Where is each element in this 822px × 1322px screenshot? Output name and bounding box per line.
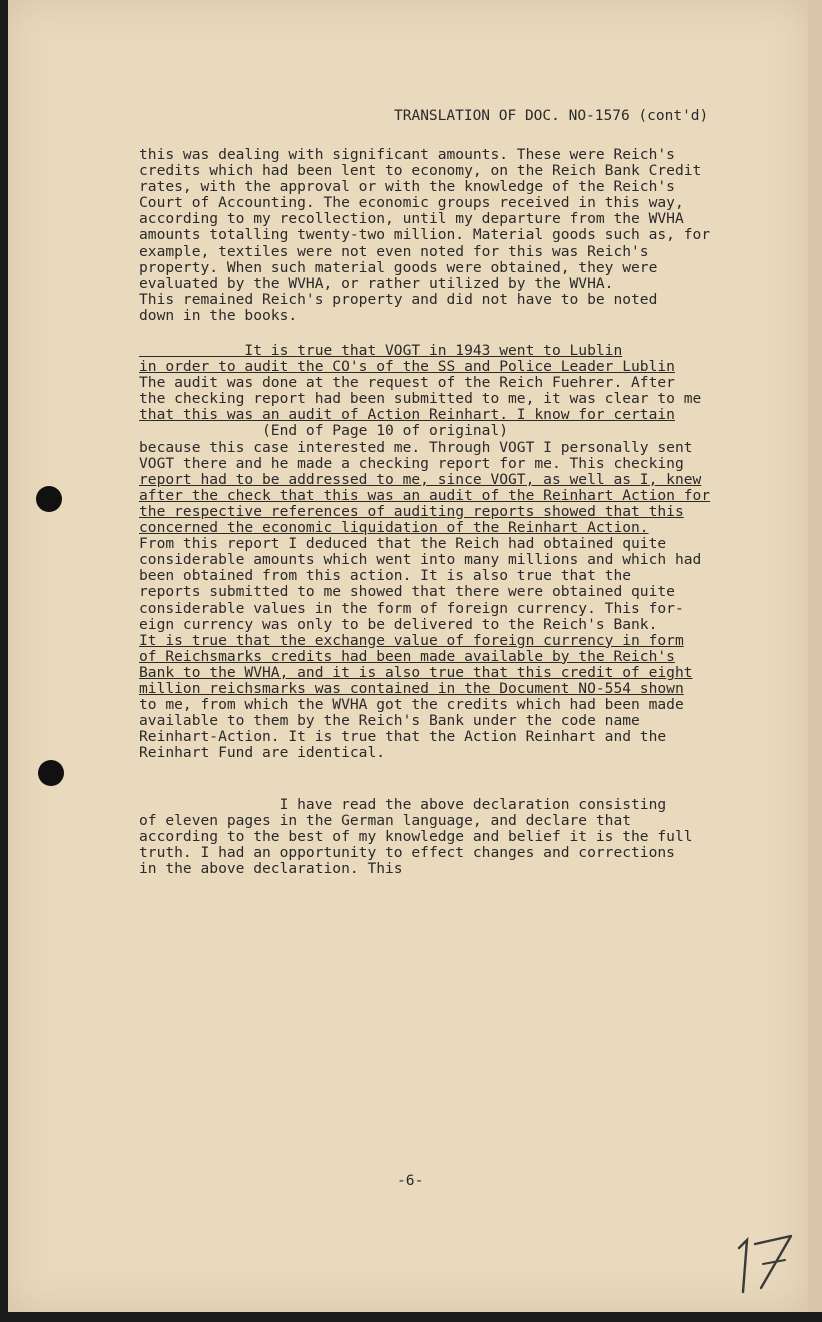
text-line: in the above declaration. This (139, 860, 403, 878)
text-line: It is true that VOGT in 1943 went to Lublin (139, 342, 623, 359)
text-line: because this case interested me. Through VOGT I personally sent (139, 438, 693, 456)
text-line: considerable amounts which went into many millions and which had (139, 551, 702, 569)
text-line: Court of Accounting. The economic groups received in this way, (139, 194, 684, 212)
text-line: concerned the economic liquidation of the Reinhart Action. (139, 519, 649, 537)
text-line: been obtained from this action. It is also true that the (139, 567, 632, 585)
text-line: down in the books. (139, 306, 298, 324)
text-line: VOGT there and he made a checking report for me. This checking (139, 454, 684, 472)
text-line: credits which had been lent to economy, on the Reich Bank Credit (139, 162, 702, 180)
punch-hole (36, 486, 62, 512)
paragraph-3 (139, 797, 693, 877)
text-line: It is true that the exchange value of foreign currency in form (139, 631, 684, 649)
text-line: example, textiles were not even noted for this was Reich's (139, 242, 649, 260)
text-line: in order to audit the CO's of the SS and Police Leader Lublin (139, 358, 675, 376)
text-line: that this was an audit of Action Reinhart. I know for certain (139, 406, 675, 424)
handwritten-page-mark (733, 1228, 799, 1296)
paragraph-2 (139, 343, 710, 761)
text-line: I have read the above declaration consisting (139, 796, 667, 813)
text-line: to me, from which the WVHA got the credits which had been made (139, 696, 684, 714)
text-line: From this report I deduced that the Reich had obtained quite (139, 535, 667, 553)
text-line: Reinhart-Action. It is true that the Action Reinhart and the (139, 728, 667, 746)
paragraph-1 (139, 147, 710, 324)
text-line: of eleven pages in the German language, and declare that (139, 812, 632, 830)
text-line: reports submitted to me showed that there were obtained quite (139, 583, 675, 601)
page-edge (808, 0, 822, 1322)
text-line: report had to be addressed to me, since VOGT, as well as I, knew (139, 470, 702, 488)
text-line: Reinhart Fund are identical. (139, 744, 386, 762)
text-line: property. When such material goods were obtained, they were (139, 258, 658, 276)
scan-border (0, 1312, 822, 1322)
text-line: The audit was done at the request of the Reich Fuehrer. After (139, 374, 675, 392)
text-line: the checking report had been submitted to me, it was clear to me (139, 390, 702, 408)
text-line: available to them by the Reich's Bank under the code name (139, 712, 640, 730)
text-line: This remained Reich's property and did not have to be noted (139, 290, 658, 308)
text-line: amounts totalling twenty-two million. Material goods such as, for (139, 226, 711, 244)
text-line: truth. I had an opportunity to effect changes and corrections (139, 844, 675, 862)
text-line: Bank to the WVHA, and it is also true that this credit of eight (139, 663, 693, 681)
document-header: TRANSLATION OF DOC. NO-1576 (cont'd) (394, 108, 709, 124)
text-line: evaluated by the WVHA, or rather utilized by the WVHA. (139, 274, 614, 292)
text-line: according to the best of my knowledge and belief it is the full (139, 828, 693, 846)
text-line: the respective references of auditing reports showed that this (139, 502, 684, 520)
punch-hole (38, 760, 64, 786)
text-line: after the check that this was an audit of the Reinhart Action for (139, 486, 711, 504)
text-line: this was dealing with significant amounts. These were Reich's (139, 146, 675, 163)
text-line: rates, with the approval or with the knowledge of the Reich's (139, 178, 675, 196)
text-line: million reichsmarks was contained in the Document NO-554 shown (139, 679, 684, 697)
text-line: according to my recollection, until my departure from the WVHA (139, 210, 684, 228)
text-line: (End of Page 10 of original) (139, 422, 509, 440)
text-line: of Reichsmarks credits had been made available by the Reich's (139, 647, 675, 665)
text-line: considerable values in the form of foreign currency. This for- (139, 599, 684, 617)
text-line: eign currency was only to be delivered to the Reich's Bank. (139, 615, 658, 633)
page-number: -6- (397, 1172, 424, 1189)
